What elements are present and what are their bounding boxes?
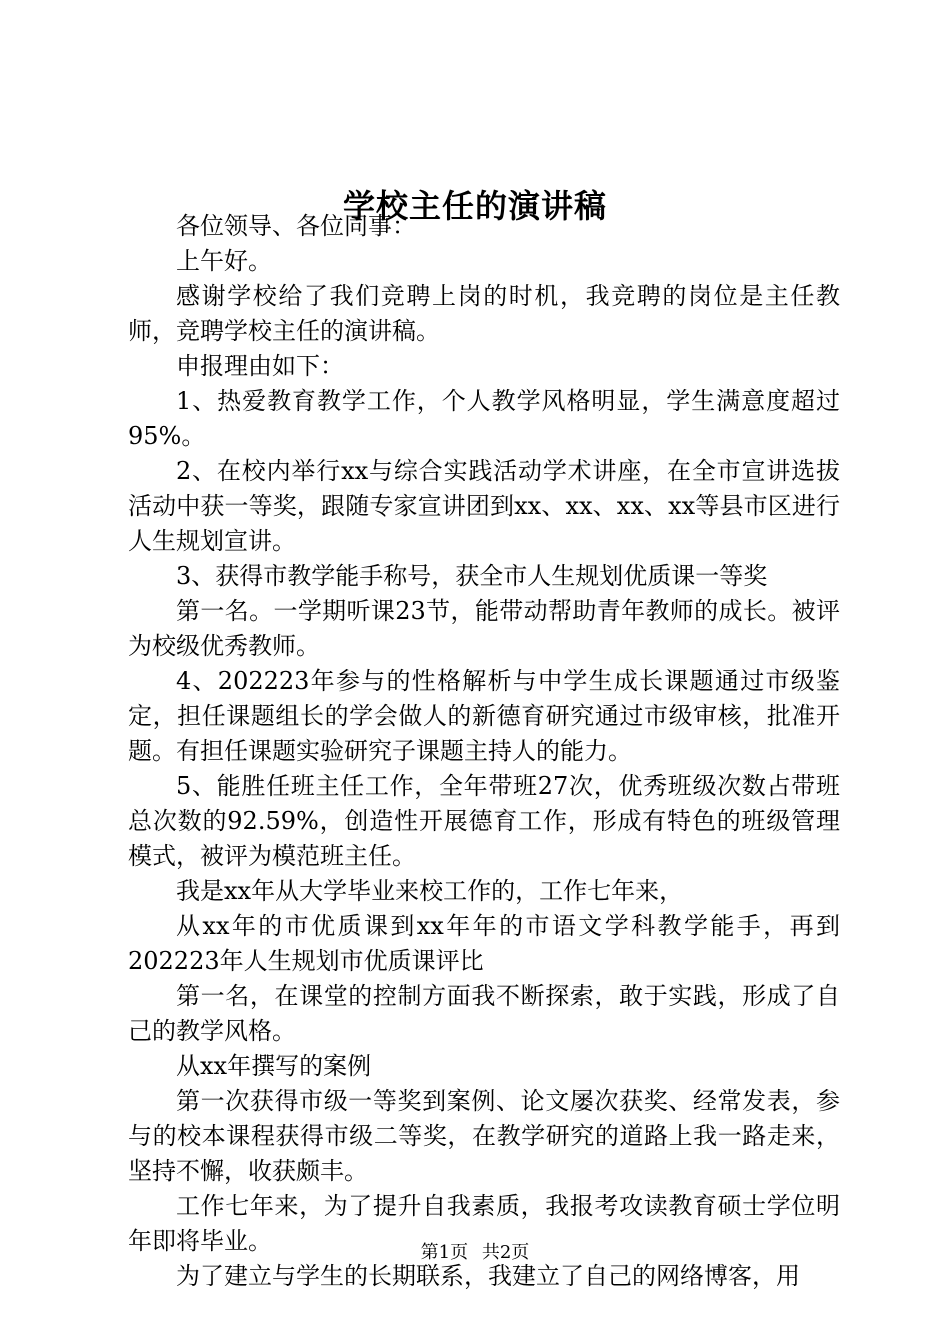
document-title: 学校主任的演讲稿 <box>342 187 607 225</box>
paragraph: 工作七年来，为了提升自我素质，我报考攻读教育硕士学位明年即将毕业。 <box>128 1192 840 1255</box>
paragraph: 第一名。一学期听课23节，能带动帮助青年教师的成长。被评为校级优秀教师。 <box>128 597 840 660</box>
page-footer <box>0 1240 950 1266</box>
paragraph: 第一次获得市级一等奖到案例、论文屡次获奖、经常发表，参与的校本课程获得市级二等奖，在教学研究的道路上我一路走来，坚持不懈，收获颇丰。 <box>128 1087 840 1185</box>
paragraph: 从xx年的市优质课到xx年年的市语文学科教学能手，再到202223年人生规划市优质课评比 <box>128 912 840 975</box>
paragraph: 各位领导、各位同事： <box>176 212 416 240</box>
paragraph: 3、获得市教学能手称号，获全市人生规划优质课一等奖 <box>176 562 768 590</box>
document-body <box>128 209 840 1294</box>
paragraph: 为了建立与学生的长期联系，我建立了自己的网络博客，用 <box>176 1262 800 1290</box>
paragraph: 2、在校内举行xx与综合实践活动学术讲座，在全市宣讲选拔活动中获一等奖，跟随专家宣讲团到xx、xx、xx、xx等县市区进行人生规划宣讲。 <box>128 457 840 555</box>
page-total: 共2页 <box>481 1242 530 1263</box>
paragraph: 5、能胜任班主任工作，全年带班27次，优秀班级次数占带班总次数的92.59%，创造性开展德育工作，形成有特色的班级管理模式，被评为模范班主任。 <box>128 772 840 870</box>
paragraph: 我是xx年从大学毕业来校工作的，工作七年来， <box>176 877 684 905</box>
paragraph: 4、202223年参与的性格解析与中学生成长课题通过市级鉴定，担任课题组长的学会做人的新德育研究通过市级审核，批准开题。有担任课题实验研究子课题主持人的能力。 <box>128 667 840 765</box>
paragraph: 第一名，在课堂的控制方面我不断探索，敢于实践，形成了自己的教学风格。 <box>128 982 840 1045</box>
paragraph: 1、热爱教育教学工作，个人教学风格明显，学生满意度超过95%。 <box>128 387 840 450</box>
paragraph: 上午好。 <box>176 247 272 275</box>
page-number: 第1页 <box>420 1242 469 1263</box>
paragraph: 感谢学校给了我们竞聘上岗的时机，我竞聘的岗位是主任教师，竞聘学校主任的演讲稿。 <box>128 282 840 345</box>
paragraph: 从xx年撰写的案例 <box>176 1052 372 1080</box>
paragraph: 申报理由如下： <box>176 352 344 380</box>
